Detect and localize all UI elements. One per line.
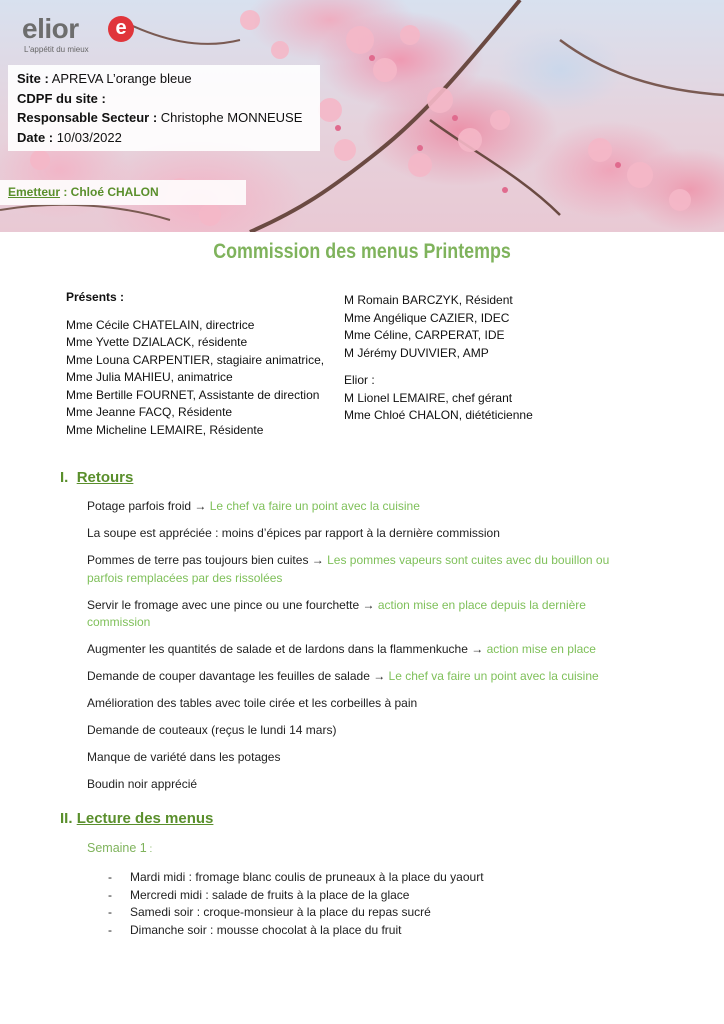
header-banner bbox=[0, 0, 724, 232]
attendee: Mme Bertille FOURNET, Assistante de direction bbox=[66, 387, 320, 402]
feedback-item: La soupe est appréciée : moins d’épices par rapport à la dernière commission bbox=[87, 526, 500, 540]
presents-heading: Présents : bbox=[66, 290, 125, 304]
responsable-line: Responsable Secteur : Christophe MONNEUSE bbox=[17, 110, 303, 125]
presents-right-column bbox=[344, 292, 533, 425]
site-info-box bbox=[8, 65, 320, 151]
presents-left-column bbox=[66, 289, 324, 439]
elior-heading: Elior : bbox=[344, 373, 375, 387]
list-item: - Samedi soir : croque-monsieur à la place du repas sucré bbox=[108, 905, 431, 919]
feedback-item: Augmenter les quantités de salade et de lardons dans la flammenkuche → action mise en place bbox=[87, 642, 596, 656]
elior-logo bbox=[22, 14, 152, 56]
attendee: Mme Julia MAHIEU, animatrice bbox=[66, 370, 233, 384]
feedback-list bbox=[87, 498, 647, 803]
attendee: Mme Yvette DZIALACK, résidente bbox=[66, 335, 248, 349]
section-menus-heading: II. Lecture des menus bbox=[60, 810, 214, 827]
week-1-menu-list bbox=[108, 869, 484, 939]
feedback-item: Demande de couteaux (reçus le lundi 14 mars) bbox=[87, 723, 337, 737]
section-retours-heading: I. Retours bbox=[60, 469, 134, 486]
document-title: Commission des menus Printemps bbox=[213, 240, 511, 263]
feedback-item: Demande de couper davantage les feuilles de salade → Le chef va faire un point avec la cuisine bbox=[87, 669, 599, 683]
site-line: Site : APREVA L’orange bleue bbox=[17, 71, 192, 86]
attendee: Mme Jeanne FACQ, Résidente bbox=[66, 405, 233, 419]
attendee: Mme Chloé CHALON, diététicienne bbox=[344, 408, 533, 422]
logo-wordmark: elior bbox=[22, 13, 79, 44]
feedback-item: Boudin noir apprécié bbox=[87, 777, 198, 791]
attendee: Mme Céline, CARPERAT, IDE bbox=[344, 328, 505, 342]
attendee: M Lionel LEMAIRE, chef gérant bbox=[344, 390, 513, 405]
list-item: - Mercredi midi : salade de fruits à la place de la glace bbox=[108, 887, 410, 902]
logo-e-icon: e bbox=[108, 16, 134, 42]
cdpf-line: CDPF du site : bbox=[17, 90, 106, 106]
attendee: M Jérémy DUVIVIER, AMP bbox=[344, 345, 489, 360]
list-item: - Dimanche soir : mousse chocolat à la place du fruit bbox=[108, 922, 402, 937]
feedback-item: Pommes de terre pas toujours bien cuites → Les pommes vapeurs sont cuites avec du bouillon ou parfois remplacées par des rissolées bbox=[87, 553, 610, 585]
date-line: Date : 10/03/2022 bbox=[17, 129, 122, 145]
spacer bbox=[344, 362, 533, 372]
logo-tagline: L'appétit du mieux bbox=[24, 45, 89, 54]
attendee: Mme Angélique CAZIER, IDEC bbox=[344, 310, 510, 325]
feedback-item: Manque de variété dans les potages bbox=[87, 750, 281, 764]
attendee: Mme Louna CARPENTIER, stagiaire animatrice, bbox=[66, 352, 325, 367]
feedback-item: Potage parfois froid → Le chef va faire un point avec la cuisine bbox=[87, 499, 420, 513]
attendee: Mme Micheline LEMAIRE, Résidente bbox=[66, 422, 264, 437]
attendee: M Romain BARCZYK, Résident bbox=[344, 293, 513, 307]
list-item: - Mardi midi : fromage blanc coulis de pruneaux à la place du yaourt bbox=[108, 870, 484, 884]
emetteur-box: Emetteur : Chloé CHALON bbox=[0, 180, 246, 205]
week-1-label: Semaine 1 : bbox=[87, 841, 153, 855]
attendee: Mme Cécile CHATELAIN, directrice bbox=[66, 317, 255, 332]
feedback-item: Amélioration des tables avec toile cirée et les corbeilles à pain bbox=[87, 696, 418, 710]
feedback-item: Servir le fromage avec une pince ou une fourchette → action mise en place depuis la dernière commission bbox=[87, 597, 586, 629]
